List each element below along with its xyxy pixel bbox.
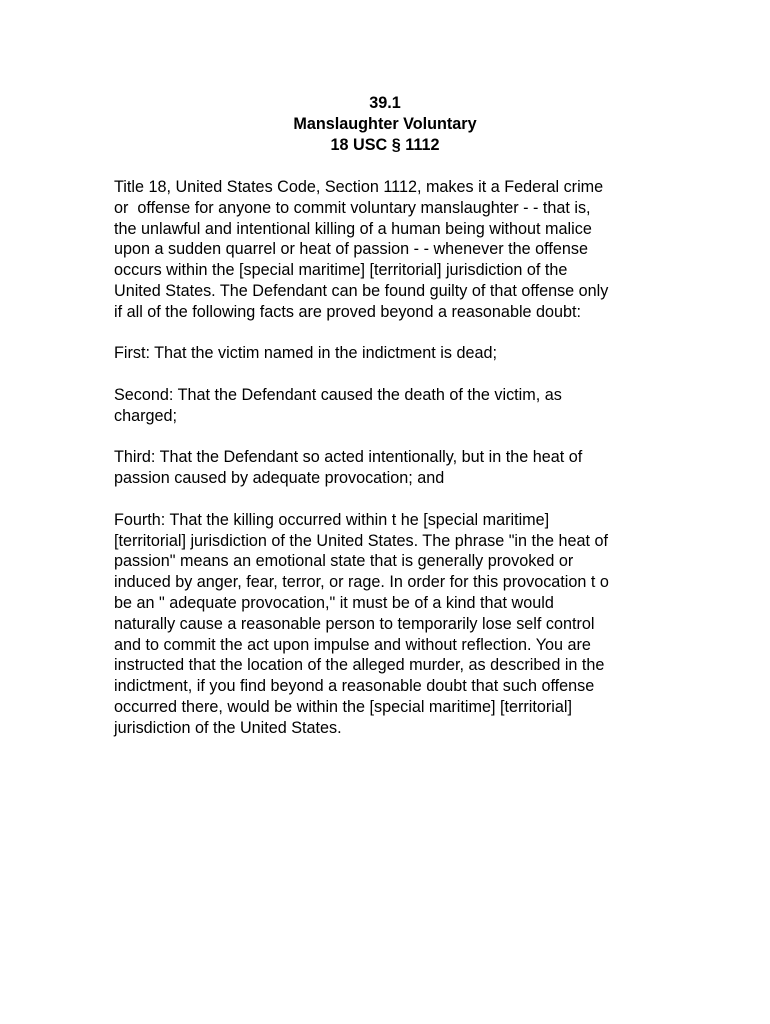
element-second-paragraph <box>114 385 674 427</box>
text-line: charged; <box>114 406 177 425</box>
text-line: Second: That the Defendant caused the death of the victim, as <box>114 385 562 404</box>
text-line: or offense for anyone to commit voluntary manslaughter - - that is, <box>114 198 591 217</box>
section-number: 39.1 <box>369 94 401 112</box>
text-line: indictment, if you find beyond a reasonable doubt that such offense <box>114 677 595 696</box>
text-line: occurred there, would be within the [special maritime] [territorial] <box>114 697 572 716</box>
document-body <box>114 177 674 739</box>
text-line: passion caused by adequate provocation; and <box>114 469 445 488</box>
statute-citation: 18 USC § 1112 <box>330 136 440 154</box>
text-line: Title 18, United States Code, Section 1112, makes it a Federal crime <box>114 178 604 196</box>
text-line: if all of the following facts are proved beyond a reasonable doubt: <box>114 302 582 321</box>
text-line: passion" means an emotional state that is generally provoked or <box>114 552 574 571</box>
text-line: occurs within the [special maritime] [territorial] jurisdiction of the <box>114 261 568 280</box>
document-heading <box>0 93 770 156</box>
text-line: First: That the victim named in the indictment is dead; <box>114 344 497 363</box>
text-line: Third: That the Defendant so acted intentionally, but in the heat of <box>114 448 583 467</box>
text-line: upon a sudden quarrel or heat of passion - - whenever the offense <box>114 240 588 259</box>
text-line: instructed that the location of the alleged murder, as described in the <box>114 656 605 675</box>
text-line: the unlawful and intentional killing of a human being without malice <box>114 219 592 238</box>
text-line: be an " adequate provocation," it must be of a kind that would <box>114 593 554 612</box>
section-title: Manslaughter Voluntary <box>293 115 477 133</box>
text-line: and to commit the act upon impulse and without reflection. You are <box>114 635 591 654</box>
element-fourth-paragraph <box>114 510 674 739</box>
text-line: Fourth: That the killing occurred within t he [special maritime] <box>114 510 550 529</box>
text-line: naturally cause a reasonable person to temporarily lose self control <box>114 614 595 633</box>
element-first-paragraph <box>114 343 674 364</box>
text-line: induced by anger, fear, terror, or rage. In order for this provocation t o <box>114 573 609 592</box>
text-line: [territorial] jurisdiction of the United States. The phrase "in the heat of <box>114 531 609 550</box>
intro-paragraph <box>114 177 674 323</box>
element-third-paragraph <box>114 447 674 489</box>
text-line: jurisdiction of the United States. <box>114 718 342 737</box>
text-line: United States. The Defendant can be found guilty of that offense only <box>114 281 609 300</box>
